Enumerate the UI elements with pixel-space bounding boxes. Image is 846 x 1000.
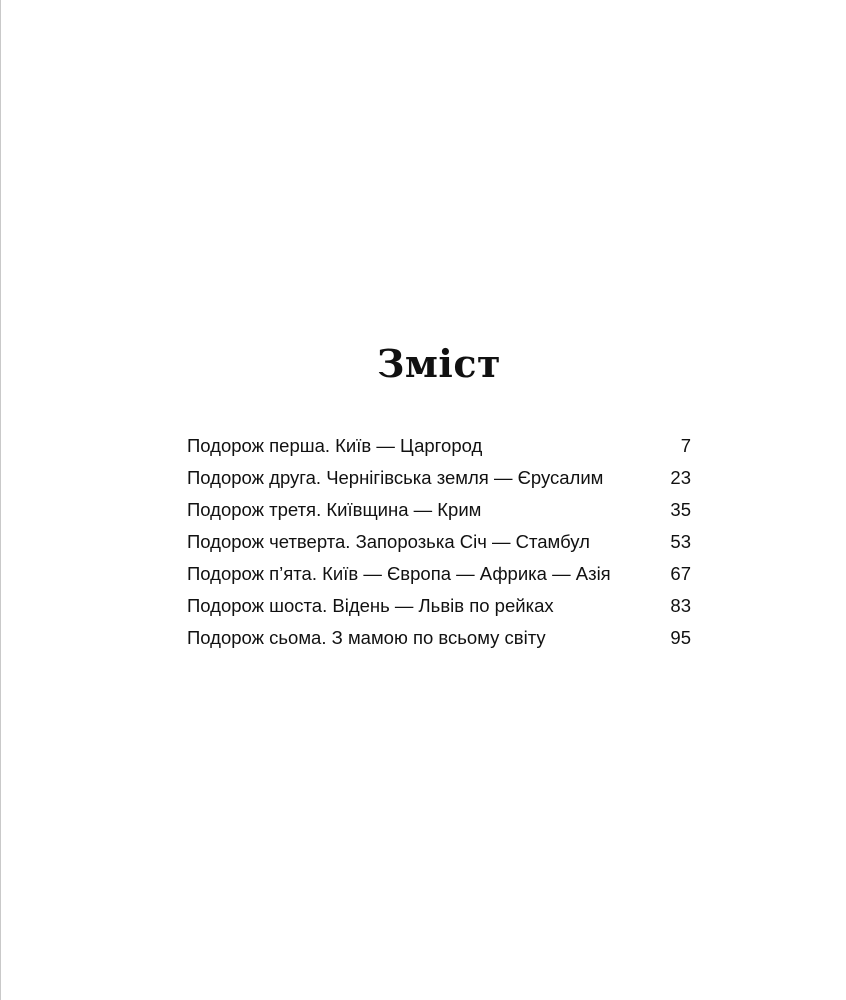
- toc-entry-label: [187, 590, 554, 622]
- toc-entry-destination: Запорозька Січ — Стамбул: [355, 531, 590, 552]
- toc-entry-page: 7: [680, 435, 691, 456]
- toc-entry-prefix: Подорож третя.: [187, 499, 327, 520]
- toc-entry-page: 95: [670, 627, 691, 648]
- table-of-contents: [187, 340, 691, 654]
- toc-entry-4[interactable]: [187, 526, 691, 558]
- toc-entry-prefix: Подорож шоста.: [187, 595, 333, 616]
- toc-entry-page: 35: [670, 499, 691, 520]
- toc-entry-prefix: Подорож п’ята.: [187, 563, 323, 584]
- toc-entry-prefix: Подорож четверта.: [187, 531, 356, 552]
- toc-entry-page: 53: [670, 531, 691, 552]
- toc-entry-label: [187, 558, 611, 590]
- toc-entry-label: [187, 622, 546, 654]
- toc-entry-5[interactable]: [187, 558, 691, 590]
- toc-list: [187, 430, 691, 654]
- toc-entry-label: [187, 526, 590, 558]
- toc-entry-label: [187, 494, 481, 526]
- toc-entry-destination: Відень — Львів по рейках: [332, 595, 554, 616]
- toc-entry-destination: З мамою по всьому світу: [331, 627, 546, 648]
- toc-entry-prefix: Подорож друга.: [187, 467, 327, 488]
- toc-entry-destination: Чернігівська земля — Єрусалим: [326, 467, 604, 488]
- toc-entry-prefix: Подорож сьома.: [187, 627, 332, 648]
- page-edge: [0, 0, 1, 1000]
- toc-entry-destination: Київ — Царгород: [335, 435, 483, 456]
- toc-entry-label: [187, 462, 603, 494]
- toc-entry-2[interactable]: [187, 462, 691, 494]
- toc-entry-destination: Київ — Європа — Африка — Азія: [322, 563, 611, 584]
- toc-entry-destination: Київщина — Крим: [326, 499, 482, 520]
- toc-entry-6[interactable]: [187, 590, 691, 622]
- toc-entry-7[interactable]: [187, 622, 691, 654]
- toc-entry-page: 23: [670, 467, 691, 488]
- toc-entry-page: 67: [670, 563, 691, 584]
- toc-entry-3[interactable]: [187, 494, 691, 526]
- toc-entry-prefix: Подорож перша.: [187, 435, 336, 456]
- toc-entry-label: [187, 430, 482, 462]
- toc-title: Зміст: [376, 341, 502, 386]
- toc-entry-page: 83: [670, 595, 691, 616]
- toc-entry-1[interactable]: [187, 430, 691, 462]
